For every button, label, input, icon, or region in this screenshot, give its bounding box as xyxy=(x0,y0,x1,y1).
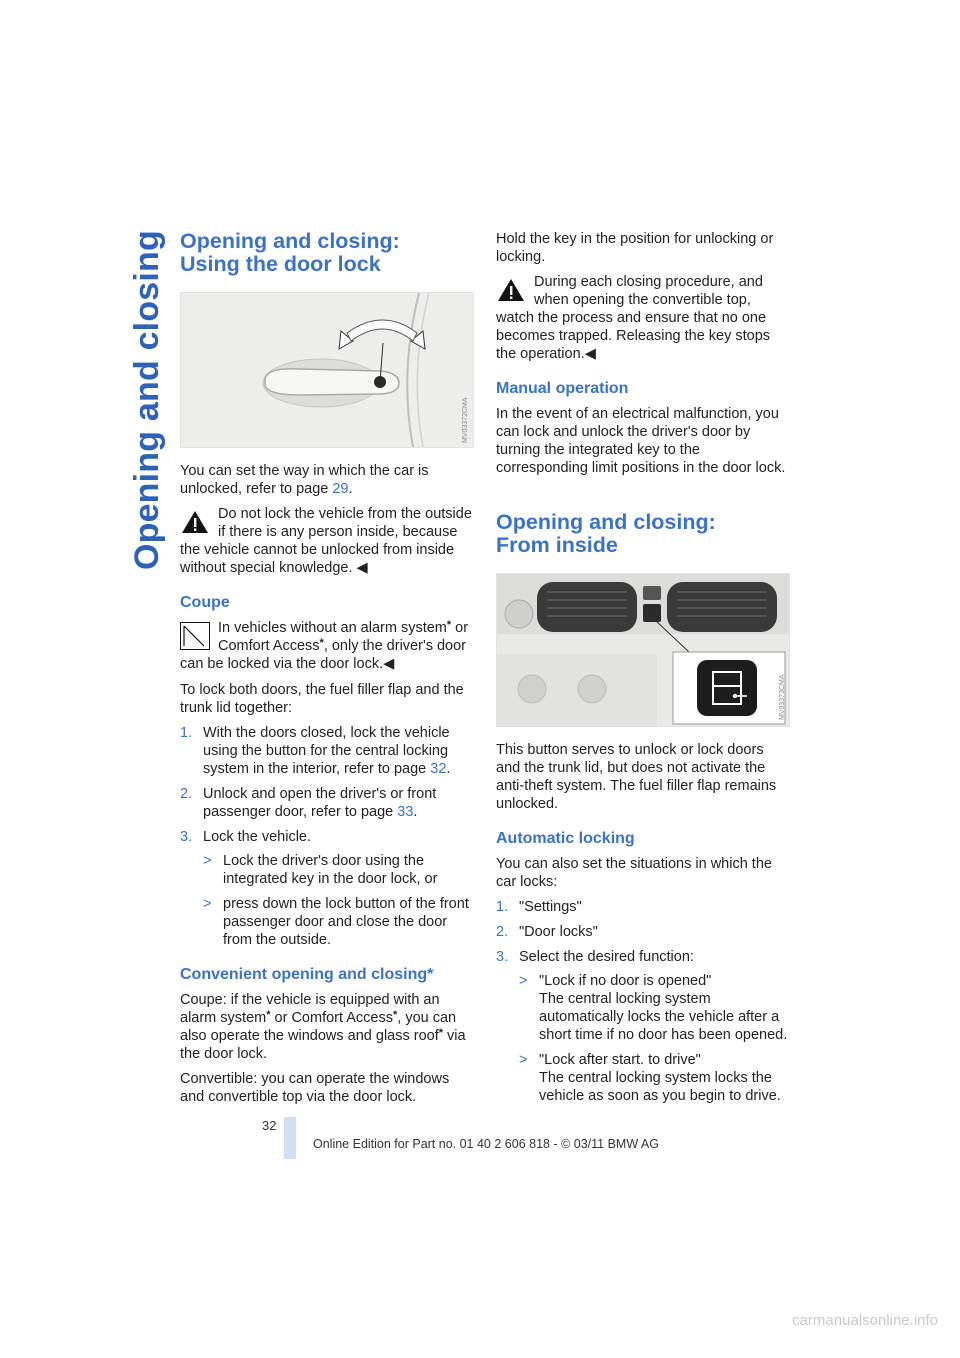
step-number: 3. xyxy=(180,829,193,845)
right-column xyxy=(496,230,788,1112)
sub-list-item xyxy=(519,1051,788,1105)
sub-item-text: Lock the driver's door using the integrated key in the door lock, or xyxy=(223,853,438,887)
sub-marker: > xyxy=(203,896,212,912)
info-note-icon xyxy=(180,622,210,650)
coupe-note-text-b: or Comfort Access xyxy=(218,620,469,654)
footer-accent-bar xyxy=(284,1117,296,1159)
section-heading-door-lock xyxy=(180,230,472,276)
warning-note-2 xyxy=(496,273,788,363)
convenient-heading: Convenient opening and closing* xyxy=(180,966,434,983)
step3-sub-list xyxy=(203,852,472,949)
step-text: "Door locks" xyxy=(519,924,598,940)
heading-line1: Opening and closing: xyxy=(496,510,716,534)
end-mark: ◀ xyxy=(383,656,395,672)
manual-operation-text: In the event of an electrical malfunction, you can lock and unlock the driver's door by turning the integrated key to the corresponding limit positions in the door lock. xyxy=(496,406,786,476)
conv-text-b: or Comfort Access xyxy=(270,1010,393,1026)
step-number: 1. xyxy=(496,899,509,915)
convenient-paragraph-2: Convertible: you can operate the windows and convertible top via the door lock. xyxy=(180,1071,450,1105)
list-item xyxy=(180,828,472,949)
sub-list-item xyxy=(203,852,472,888)
end-mark: ◀ xyxy=(356,560,368,576)
door-handle-figure xyxy=(180,292,474,448)
sub-marker: > xyxy=(519,1052,528,1068)
automatic-locking-heading: Automatic locking xyxy=(496,830,635,847)
svg-text:MV03373CMA: MV03373CMA xyxy=(779,674,786,720)
dashboard-illustration xyxy=(497,574,789,726)
conv-text-c: , you can also operate the windows and glass roof xyxy=(180,1010,457,1044)
list-item xyxy=(496,948,788,1105)
step-text-end: . xyxy=(413,804,418,820)
optional-star: * xyxy=(446,619,452,631)
step-text: With the doors closed, lock the vehicle using the button for the central locking system in the interior, refer to page xyxy=(203,725,450,777)
button-description: This button serves to unlock or lock doors and the trunk lid, but does not activate the anti-theft system. The fuel filler flap remains unlocked. xyxy=(496,742,777,812)
page-link-32[interactable]: 32 xyxy=(430,761,447,777)
heading-line2: Using the door lock xyxy=(180,252,381,276)
option-title: "Lock if no door is opened" xyxy=(539,973,712,989)
step-text: Select the desired function: xyxy=(519,949,694,965)
sub-marker: > xyxy=(519,973,528,989)
optional-star: * xyxy=(438,1027,444,1039)
intro-text: You can set the way in which the car is unlocked, refer to page xyxy=(180,463,429,497)
step-text-end: . xyxy=(446,761,451,777)
manual-operation-heading: Manual operation xyxy=(496,380,629,397)
list-item xyxy=(180,724,472,778)
sub-list-item xyxy=(203,895,472,949)
option-description: The central locking system locks the vehicle as soon as you begin to drive. xyxy=(539,1070,781,1104)
sub-item-text: press down the lock button of the front passenger door and close the door from the outside. xyxy=(223,896,469,948)
optional-star: * xyxy=(392,1009,398,1021)
coupe-note-text-a: In vehicles without an alarm system xyxy=(218,620,447,636)
list-item xyxy=(496,898,788,916)
conv-text-d: via the door lock. xyxy=(180,1028,466,1062)
section-heading-from-inside xyxy=(496,511,788,557)
side-tab xyxy=(0,0,166,1358)
list-item xyxy=(180,785,472,821)
sub-list-item xyxy=(519,972,788,1044)
step-number: 3. xyxy=(496,949,509,965)
warning-text-2: During each closing procedure, and when opening the convertible top, watch the process and ensure that no one becomes trapped. Releasing the key stops the operation. xyxy=(496,274,771,362)
auto-steps-list xyxy=(496,898,788,1105)
coupe-note xyxy=(180,619,472,673)
left-column xyxy=(180,230,472,1113)
page-link-33[interactable]: 33 xyxy=(397,804,414,820)
automatic-locking-intro: You can also set the situations in which the car locks: xyxy=(496,856,772,890)
list-item xyxy=(496,923,788,941)
intro-end: . xyxy=(348,481,353,497)
coupe-note-text-c: , only the driver's door can be locked via the door lock. xyxy=(180,638,467,672)
svg-text:MV03372CMA: MV03372CMA xyxy=(462,397,469,443)
sub-marker: > xyxy=(203,853,212,869)
warning-note xyxy=(180,505,472,577)
warning-triangle-icon xyxy=(496,276,526,304)
step-number: 2. xyxy=(180,786,193,802)
step-number: 2. xyxy=(496,924,509,940)
hold-key-paragraph: Hold the key in the position for unlocking or locking. xyxy=(496,231,774,265)
step-text: Lock the vehicle. xyxy=(203,829,312,845)
step-text: Unlock and open the driver's or front passenger door, refer to page xyxy=(203,786,437,820)
option-title: "Lock after start. to drive" xyxy=(539,1052,701,1068)
central-lock-button-figure xyxy=(496,573,790,727)
warning-text: Do not lock the vehicle from the outside if there is any person inside, because the vehicle cannot be unlocked from inside without special knowledge. xyxy=(180,506,472,576)
lock-steps-list xyxy=(180,724,472,949)
heading-line1: Opening and closing: xyxy=(180,229,400,253)
coupe-heading: Coupe xyxy=(180,594,230,611)
optional-star: * xyxy=(319,637,324,649)
step-number: 1. xyxy=(180,725,193,741)
page-number: 32 xyxy=(262,1118,277,1133)
lock-both-paragraph: To lock both doors, the fuel filler flap and the trunk lid together: xyxy=(180,682,464,716)
site-watermark[interactable]: carmanualsonline.info xyxy=(792,1312,938,1329)
step-text: "Settings" xyxy=(519,899,582,915)
conv-text-a: Coupe: if the vehicle is equipped with an alarm system xyxy=(180,992,440,1026)
warning-triangle-icon xyxy=(180,508,210,536)
convenient-paragraph-1 xyxy=(180,991,472,1063)
auto-sub-list xyxy=(519,972,788,1105)
page-link-29[interactable]: 29 xyxy=(332,481,349,497)
intro-paragraph xyxy=(180,462,472,498)
chapter-title: Opening and closing xyxy=(128,230,166,571)
option-description: The central locking system automatically locks the vehicle after a short time if no door has been opened. xyxy=(539,991,788,1043)
edition-footer: Online Edition for Part no. 01 40 2 606 818 - © 03/11 BMW AG xyxy=(313,1137,659,1151)
end-mark: ◀ xyxy=(584,346,596,362)
door-handle-illustration xyxy=(181,293,473,447)
optional-star: * xyxy=(266,1009,271,1021)
heading-line2: From inside xyxy=(496,533,618,557)
